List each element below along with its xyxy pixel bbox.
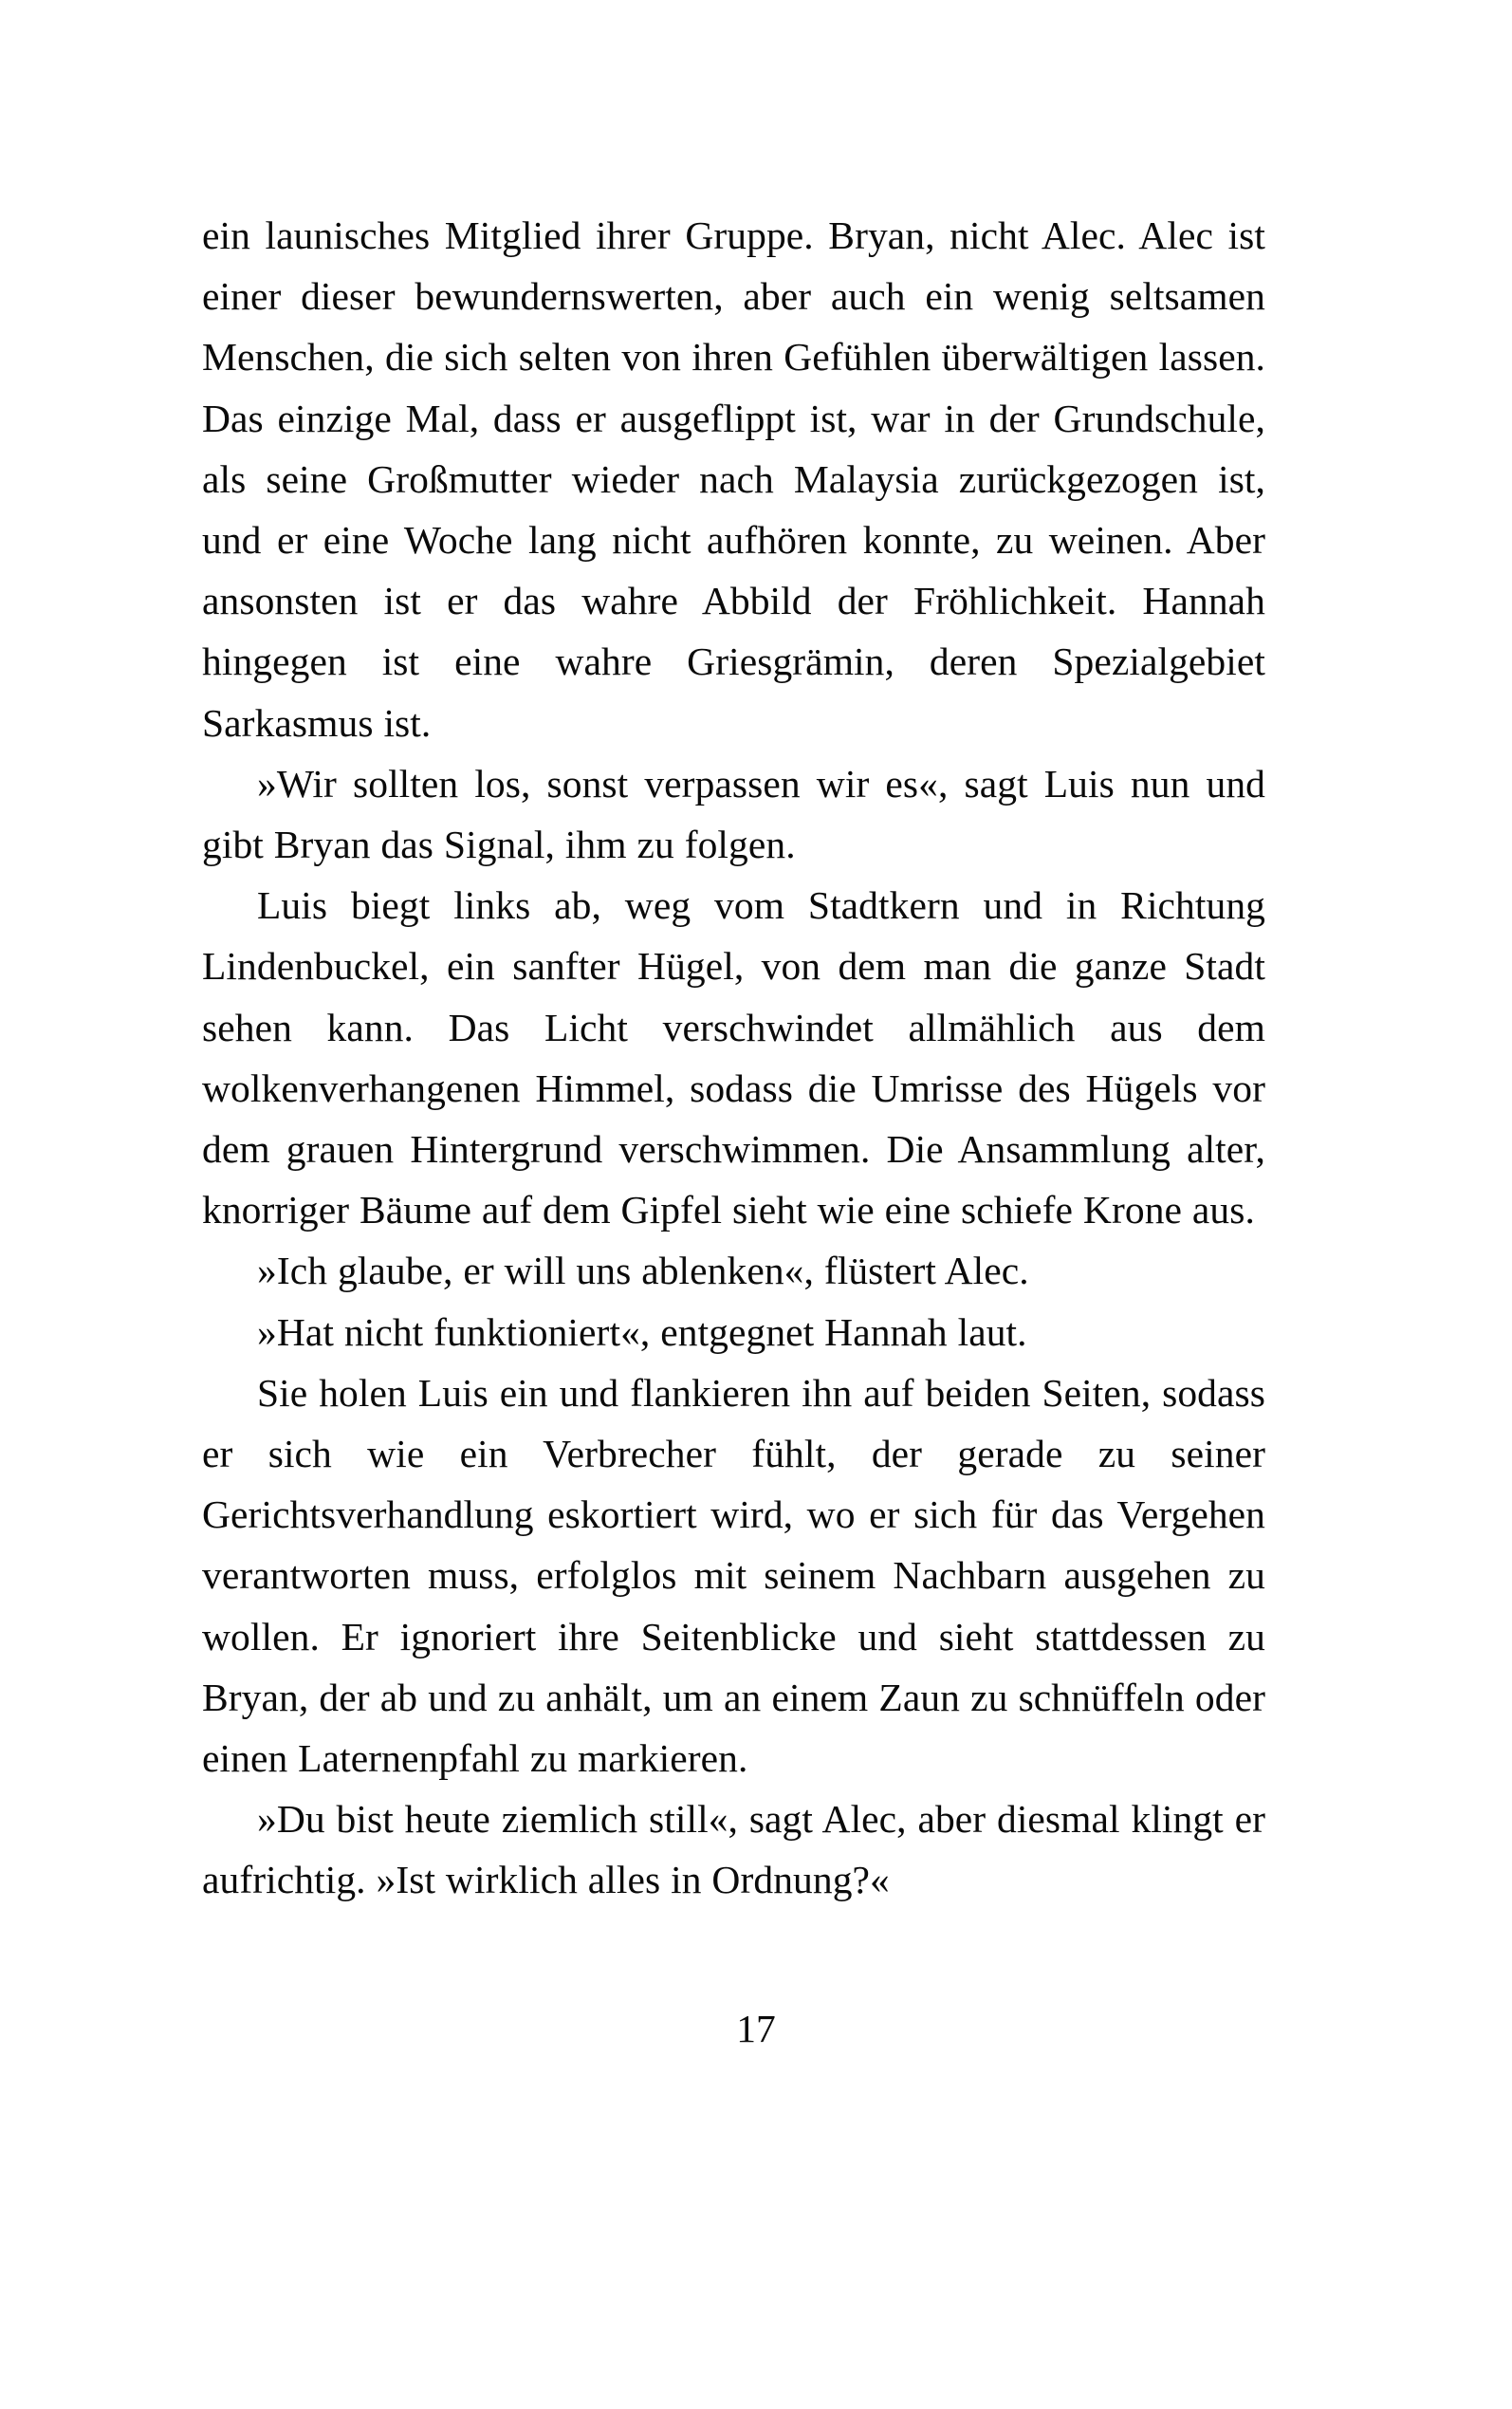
paragraph-dialogue-luis: »Wir sollten los, sonst verpassen wir es«, sagt Luis nun und gibt Bryan das Signal, ihm zu folgen. — [202, 761, 1265, 867]
paragraph-dialogue-hannah: »Hat nicht funktioniert«, entgegnet Hannah laut. — [257, 1309, 1027, 1354]
paragraph-continued: ein launisches Mitglied ihrer Gruppe. Bryan, nicht Alec. Alec ist einer dieser bewundernswerten, aber auch ein wenig seltsamen Menschen, die sich selten von ihren Gefühlen überwältigen lassen. Das einzige Mal, dass er ausgeflippt ist, war in der Grundschule, als seine Großmutter wieder nach Malaysia zurückgezogen ist, und er eine Woche lang nicht aufhören konnte, zu weinen. Aber ansonsten ist er das wahre Abbild der Fröhlichkeit. Hannah hingegen ist eine wahre Griesgrämin, deren Spezialgebiet Sarkasmus ist. — [202, 213, 1265, 745]
paragraph-dialogue-du-bist-heute-still: »Du bist heute ziemlich still«, sagt Alec, aber diesmal klingt er aufrichtig. »Ist wirklich alles in Ordnung?« — [202, 1797, 1265, 1902]
page-text-block — [202, 205, 1265, 1911]
paragraph-dialogue-alec: »Ich glaube, er will uns ablenken«, flüstert Alec. — [257, 1249, 1029, 1293]
page-number: 17 — [736, 2007, 776, 2050]
paragraph-luis-biegt-links-ab: Luis biegt links ab, weg vom Stadtkern und in Richtung Lindenbuckel, ein sanfter Hügel, von dem man die ganze Stadt sehen kann. Das Licht verschwindet allmählich aus dem wolkenverhangenen Himmel, sodass die Umrisse des Hügels vor dem grauen Hintergrund verschwimmen. Die Ansammlung alter, knorriger Bäume auf dem Gipfel sieht wie eine schiefe Krone aus. — [202, 883, 1265, 1232]
paragraph-sie-holen-luis-ein: Sie holen Luis ein und flankieren ihn auf beiden Seiten, sodass er sich wie ein Verbrecher fühlt, der gerade zu seiner Gerichtsverhandlung eskortiert wird, wo er sich für das Vergehen verantworten muss, erfolglos mit seinem Nachbarn ausgehen zu wollen. Er ignoriert ihre Seitenblicke und sieht stattdessen zu Bryan, der ab und zu anhält, um an einem Zaun zu schnüffeln oder einen Laternenpfahl zu markieren. — [202, 1370, 1265, 1781]
